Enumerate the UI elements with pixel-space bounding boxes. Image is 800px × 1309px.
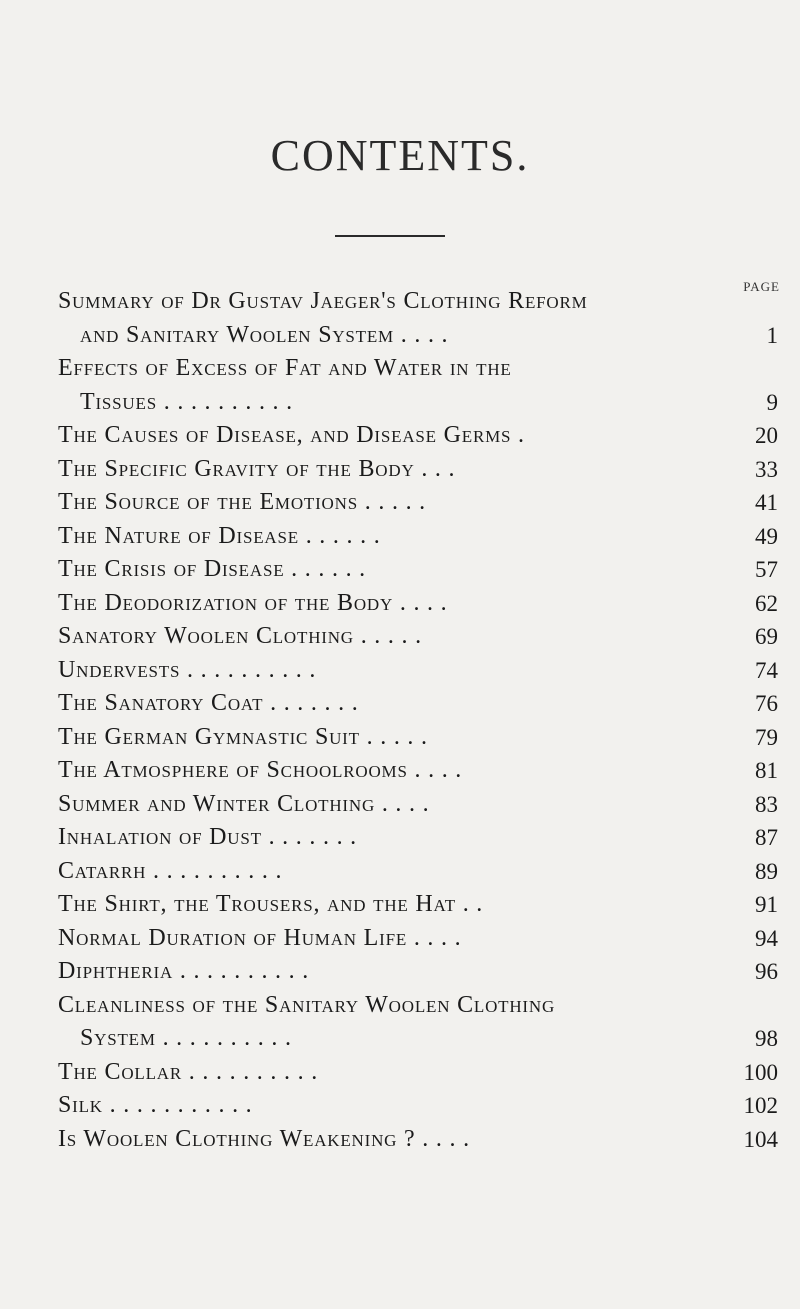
toc-entry-text: Undervests . . . . . . . . . . bbox=[58, 656, 317, 683]
toc-entry-text: Is Woolen Clothing Weakening ? . . . . bbox=[58, 1125, 470, 1152]
toc-entry bbox=[58, 855, 778, 889]
toc-page-number: 100 bbox=[743, 1059, 778, 1085]
toc-entry-text: Cleanliness of the Sanitary Woolen Clothing bbox=[58, 991, 556, 1018]
page-title: CONTENTS. bbox=[270, 131, 530, 180]
toc-entry-line bbox=[58, 754, 778, 788]
toc-entry-line bbox=[58, 989, 778, 1023]
toc-entry-line bbox=[58, 553, 778, 587]
toc-page-number: 98 bbox=[755, 1026, 778, 1051]
toc-page-number: 87 bbox=[755, 825, 778, 850]
toc-entry bbox=[58, 1056, 778, 1090]
toc-page-number: 76 bbox=[755, 691, 778, 716]
toc-entry-text: The German Gymnastic Suit . . . . . bbox=[58, 723, 428, 750]
toc-entry-text: The Crisis of Disease . . . . . . bbox=[58, 556, 366, 582]
toc-page-number: 1 bbox=[766, 322, 778, 348]
toc-page-number: 62 bbox=[755, 590, 778, 616]
toc-entry-line bbox=[58, 486, 778, 520]
table-of-contents bbox=[58, 285, 778, 1156]
toc-page-number: 96 bbox=[755, 959, 778, 984]
toc-entry-text: Summer and Winter Clothing . . . . bbox=[58, 790, 430, 817]
toc-entry bbox=[58, 285, 778, 352]
toc-entry-line bbox=[58, 955, 778, 989]
toc-entry bbox=[58, 721, 778, 755]
toc-entry-text: The Nature of Disease . . . . . . bbox=[58, 522, 381, 549]
toc-page-number: 57 bbox=[755, 557, 778, 582]
toc-page-number: 91 bbox=[755, 892, 778, 917]
toc-entry-line bbox=[58, 285, 778, 319]
toc-entry bbox=[58, 587, 778, 621]
toc-entry bbox=[58, 654, 778, 688]
toc-page-number: 83 bbox=[755, 791, 778, 817]
toc-page-number: 102 bbox=[743, 1093, 778, 1118]
toc-entry-line bbox=[58, 788, 778, 822]
toc-page-number: 104 bbox=[743, 1126, 778, 1152]
toc-entry-text: Effects of Excess of Fat and Water in the bbox=[58, 355, 512, 381]
toc-page-number: 74 bbox=[755, 657, 778, 683]
toc-entry bbox=[58, 520, 778, 554]
title-rule bbox=[335, 235, 445, 237]
toc-entry-text: The Deodorization of the Body . . . . bbox=[58, 589, 448, 616]
toc-entry-text: The Shirt, the Trousers, and the Hat . . bbox=[58, 891, 484, 917]
toc-entry-text: Diphtheria . . . . . . . . . . bbox=[58, 958, 310, 984]
toc-page-number: 33 bbox=[755, 456, 778, 482]
toc-entry-line bbox=[58, 654, 778, 688]
toc-entry-line bbox=[58, 687, 778, 721]
toc-entry bbox=[58, 754, 778, 788]
toc-entry-text: Catarrh . . . . . . . . . . bbox=[58, 857, 283, 884]
toc-entry bbox=[58, 352, 778, 419]
toc-entry bbox=[58, 453, 778, 487]
toc-entry-line bbox=[58, 386, 778, 420]
toc-entry-text: Summary of Dr Gustav Jaeger's Clothing Reform bbox=[58, 288, 588, 314]
toc-entry-text: Normal Duration of Human Life . . . . bbox=[58, 924, 462, 951]
toc-page-number: 89 bbox=[755, 858, 778, 884]
toc-entry bbox=[58, 788, 778, 822]
toc-entry bbox=[58, 821, 778, 855]
toc-entry-line bbox=[58, 453, 778, 487]
toc-entry bbox=[58, 486, 778, 520]
toc-page-number: 79 bbox=[755, 724, 778, 750]
toc-page-number: 69 bbox=[755, 624, 778, 649]
toc-page-number: 94 bbox=[755, 925, 778, 951]
toc-entry bbox=[58, 620, 778, 654]
toc-entry-line bbox=[58, 855, 778, 889]
toc-entry-line bbox=[58, 1089, 778, 1123]
toc-page-number: 81 bbox=[755, 758, 778, 783]
toc-page-number: 20 bbox=[755, 423, 778, 448]
toc-entry-line bbox=[58, 520, 778, 554]
toc-page-number: 49 bbox=[755, 523, 778, 549]
toc-entry-text: System . . . . . . . . . . bbox=[80, 1025, 292, 1051]
toc-entry-line bbox=[58, 419, 778, 453]
toc-entry-line bbox=[58, 1056, 778, 1090]
toc-entry bbox=[58, 955, 778, 989]
toc-entry-text: The Sanatory Coat . . . . . . . bbox=[58, 690, 359, 716]
toc-page-number: 41 bbox=[755, 490, 778, 515]
toc-entry bbox=[58, 922, 778, 956]
toc-entry bbox=[58, 553, 778, 587]
toc-entry-line bbox=[58, 888, 778, 922]
toc-entry-line bbox=[58, 587, 778, 621]
toc-entry-line bbox=[58, 721, 778, 755]
toc-entry bbox=[58, 419, 778, 453]
toc-page-number: 9 bbox=[766, 389, 778, 415]
toc-entry bbox=[58, 989, 778, 1056]
toc-entry-text: The Causes of Disease, and Disease Germs . bbox=[58, 422, 525, 448]
toc-entry-line bbox=[58, 1123, 778, 1157]
toc-entry-line bbox=[58, 352, 778, 386]
toc-entry-line bbox=[58, 821, 778, 855]
toc-entry-text: The Specific Gravity of the Body . . . bbox=[58, 455, 456, 482]
toc-entry-line bbox=[58, 319, 778, 353]
toc-entry-text: Silk . . . . . . . . . . . bbox=[58, 1092, 253, 1118]
toc-entry bbox=[58, 888, 778, 922]
toc-entry-line bbox=[58, 1022, 778, 1056]
toc-entry-text: The Source of the Emotions . . . . . bbox=[58, 489, 426, 515]
toc-entry bbox=[58, 1123, 778, 1157]
toc-entry-text: The Collar . . . . . . . . . . bbox=[58, 1058, 318, 1085]
toc-entry-text: The Atmosphere of Schoolrooms . . . . bbox=[58, 757, 463, 783]
toc-entry-text: Inhalation of Dust . . . . . . . bbox=[58, 824, 357, 850]
toc-entry-line bbox=[58, 620, 778, 654]
page-column-label: PAGE bbox=[743, 279, 780, 294]
toc-entry-text: Sanatory Woolen Clothing . . . . . bbox=[58, 623, 422, 649]
toc-entry-text: Tissues . . . . . . . . . . bbox=[80, 388, 293, 415]
toc-entry bbox=[58, 1089, 778, 1123]
toc-entry-text: and Sanitary Woolen System . . . . bbox=[80, 321, 449, 348]
toc-entry bbox=[58, 687, 778, 721]
toc-entry-line bbox=[58, 922, 778, 956]
